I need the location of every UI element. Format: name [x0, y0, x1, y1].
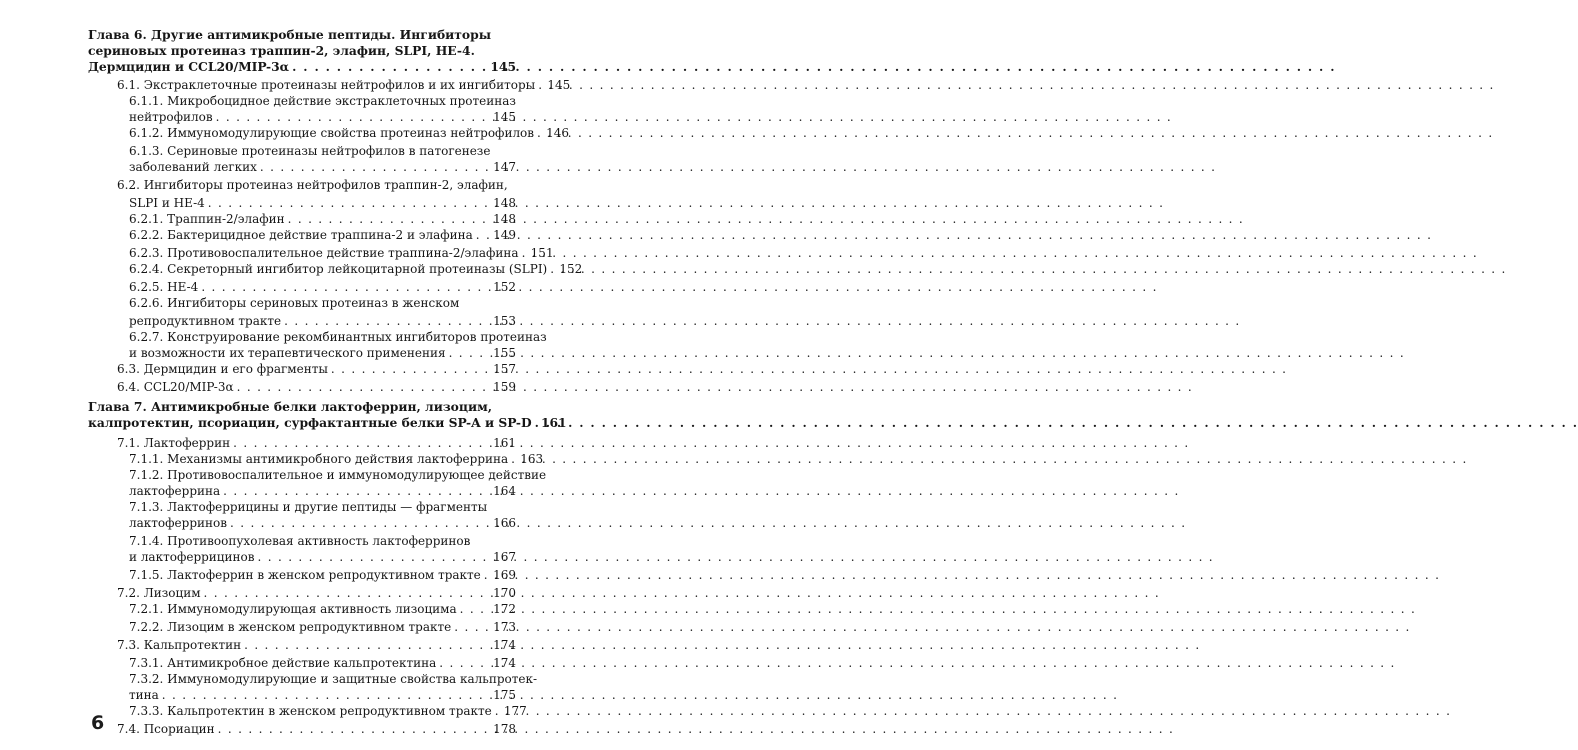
toc-subsection-line [129, 602, 516, 616]
toc-entry-title: 7.3.1. Антимикробное действие кальпротектина [129, 656, 437, 670]
toc-subsection-line [129, 672, 538, 686]
dot-leader [331, 362, 488, 376]
toc-subsection-line [129, 262, 583, 276]
toc-section-line [117, 380, 516, 394]
toc-entry-title: 6.2.5. HE-4 [129, 280, 199, 294]
toc-section-line [117, 722, 516, 736]
dot-leader [260, 160, 488, 174]
toc-entry-title: и возможности их терапевтического применения [129, 346, 446, 360]
toc-subsection-line [129, 550, 516, 564]
toc-section-line [117, 362, 516, 376]
dot-leader [237, 380, 488, 394]
toc-subsection-line [129, 228, 516, 242]
dot-leader [522, 246, 526, 260]
toc-page-number: 163 [520, 452, 544, 466]
dot-leader [284, 314, 488, 328]
dot-leader [454, 620, 488, 634]
toc-page-number: 153 [493, 314, 516, 328]
dot-leader [449, 346, 488, 360]
dot-leader [230, 516, 488, 530]
toc-subsection-line [129, 452, 544, 466]
toc-subsection-line [129, 500, 516, 514]
dot-leader [476, 228, 488, 242]
dot-leader [244, 638, 488, 652]
page-number: 6 [91, 712, 105, 734]
toc-page-number: 170 [493, 586, 516, 600]
toc-entry-title: 6.2.7. Конструирование рекомбинантных ингибиторов протеиназ [129, 330, 547, 344]
toc-subsection-line [129, 620, 516, 634]
toc-page-number: 161 [493, 436, 516, 450]
toc-entry-title: 6.3. Дермцидин и его фрагменты [117, 362, 328, 376]
toc-section-line [129, 196, 516, 210]
toc-page-number: 146 [546, 126, 570, 140]
toc-page-number: 161 [540, 415, 567, 430]
toc-page-number: 174 [493, 638, 516, 652]
toc-chapter-line [88, 28, 516, 42]
toc-entry-title: лактоферринов [129, 516, 227, 530]
dot-leader [218, 722, 488, 736]
toc-subsection-line [129, 246, 554, 260]
toc-entry-title: Глава 7. Антимикробные белки лактоферрин, лизоцим, [88, 399, 493, 414]
toc-subsection-line [129, 126, 570, 140]
toc-entry-title: 7.2.2. Лизоцим в женском репродуктивном тракте [129, 620, 452, 634]
dot-leader [550, 262, 554, 276]
toc-subsection-line [129, 94, 516, 108]
toc-subsection-line [129, 346, 516, 360]
toc-chapter-line [88, 415, 567, 430]
toc-entry-title: 6.2. Ингибиторы протеиназ нейтрофилов траппин-2, элафин, [117, 178, 508, 192]
toc-entry-title: Дермцидин и CCL20/MIP-3α [88, 59, 290, 74]
toc-entry-title: тина [129, 688, 159, 702]
toc-page-number: 173 [493, 620, 516, 634]
toc-page-number: 148 [493, 196, 516, 210]
toc-page-number: 166 [493, 516, 516, 530]
book-page [0, 0, 600, 750]
toc-entry-title: 6.4. CCL20/MIP-3α [117, 380, 234, 394]
toc-entry-title: 7.2.1. Иммуномодулирующая активность лизоцима [129, 602, 457, 616]
toc-page-number: 167 [493, 550, 516, 564]
toc-entry-title: 7.3.3. Кальпротектин в женском репродуктивном тракте [129, 704, 492, 718]
toc-entry-title: 7.1.3. Лактоферрицины и другие пептиды — фрагменты [129, 500, 488, 514]
dot-leader [258, 550, 488, 564]
toc-subsection-line [129, 330, 547, 344]
toc-page-number: 148 [493, 212, 516, 226]
toc-entry-title: Глава 6. Другие антимикробные пептиды. Ингибиторы [88, 27, 492, 42]
toc-subsection-line [129, 468, 547, 482]
toc-subsection-line [129, 534, 516, 548]
toc-subsection-line [129, 160, 516, 174]
dot-leader [204, 586, 488, 600]
toc-entry-title: репродуктивном тракте [129, 314, 282, 328]
toc-subsection-line [129, 280, 516, 294]
dot-leader [460, 602, 488, 616]
toc-chapter-line [88, 44, 516, 58]
toc-page-number: 157 [493, 362, 516, 376]
toc-section-line [117, 586, 516, 600]
toc-entry-title: 7.3. Кальпротектин [117, 638, 242, 652]
toc-entry-title: заболеваний легких [129, 160, 257, 174]
toc-page-number: 145 [490, 59, 516, 74]
toc-page-number: 164 [493, 484, 516, 498]
toc-page-number: 178 [493, 722, 516, 736]
dot-leader [535, 416, 539, 430]
toc-entry-title: 6.1. Экстраклеточные протеиназы нейтрофилов и их ингибиторы [117, 78, 536, 92]
toc-page-number: 169 [493, 568, 516, 582]
toc-subsection-line [129, 296, 516, 310]
toc-section-line [117, 178, 516, 192]
toc-section-line [117, 78, 571, 92]
toc-page-number: 147 [493, 160, 516, 174]
toc-entry-title: сериновых протеиназ траппин-2, элафин, SLPI, HE-4. [88, 43, 475, 58]
toc-entry-title: 6.1.3. Сериновые протеиназы нейтрофилов в патогенезе [129, 144, 491, 158]
toc-page-number: 151 [530, 246, 554, 260]
toc-entry-title: 6.1.2. Иммуномодулирующие свойства протеиназ нейтрофилов [129, 126, 535, 140]
dot-leader [495, 704, 499, 718]
toc-entry-title: 6.2.6. Ингибиторы сериновых протеиназ в женском [129, 296, 460, 310]
toc-subsection-line [129, 484, 516, 498]
toc-subsection-line [129, 314, 516, 328]
toc-page-number: 159 [493, 380, 516, 394]
dot-leader [223, 484, 488, 498]
toc-entry-title: калпротектин, псориацин, сурфактантные белки SP-A и SP-D [88, 415, 532, 430]
toc-subsection-line [129, 110, 516, 124]
toc-page-number: 174 [493, 656, 516, 670]
dot-leader [511, 452, 515, 466]
toc-subsection-line [129, 516, 516, 530]
toc-subsection-line [129, 688, 516, 702]
toc-page-number: 175 [493, 688, 516, 702]
toc-entry-title: лактоферрина [129, 484, 221, 498]
toc-chapter-line [88, 60, 516, 74]
dot-leader [201, 280, 488, 294]
toc-page-number: 152 [493, 280, 516, 294]
toc-entry-title: нейтрофилов [129, 110, 213, 124]
toc-entry-title: 6.2.1. Траппин-2/элафин [129, 212, 285, 226]
toc-subsection-line [129, 568, 516, 582]
dot-leader [292, 60, 488, 74]
toc-entry-title: 6.2.4. Секреторный ингибитор лейкоцитарной протеиназы (SLPI) [129, 262, 548, 276]
toc-entry-title: и лактоферрицинов [129, 550, 255, 564]
dot-leader [538, 78, 542, 92]
dot-leader [439, 656, 488, 670]
toc-entry-title: 7.1.2. Противовоспалительное и иммуномодулирующее действие [129, 468, 547, 482]
dot-leader [162, 688, 488, 702]
toc-section-line [117, 436, 516, 450]
toc-page-number: 145 [547, 78, 571, 92]
toc-entry-title: 7.1.5. Лактоферрин в женском репродуктивном тракте [129, 568, 481, 582]
toc-entry-title: 7.4. Псориацин [117, 722, 215, 736]
toc-chapter-line [88, 400, 516, 414]
toc-entry-title: 6.2.2. Бактерицидное действие траппина-2 и элафина [129, 228, 473, 242]
toc-entry-title: 7.1.1. Механизмы антимикробного действия лактоферрина [129, 452, 509, 466]
toc-subsection-line [129, 704, 527, 718]
toc-entry-title: SLPI и HE-4 [129, 196, 205, 210]
toc-page-number: 172 [493, 602, 516, 616]
toc-section-line [117, 638, 516, 652]
toc-subsection-line [129, 656, 516, 670]
toc-page-number: 145 [493, 110, 516, 124]
dot-leader [233, 436, 488, 450]
dot-leader [288, 212, 488, 226]
toc-entry-title: 6.1.1. Микробоцидное действие экстраклеточных протеиназ [129, 94, 516, 108]
toc-entry-title: 7.1.4. Противоопухолевая активность лактоферринов [129, 534, 471, 548]
dot-leader [216, 110, 488, 124]
dot-leader [537, 126, 541, 140]
toc-entry-title: 7.1. Лактоферрин [117, 436, 231, 450]
toc-page-number: 152 [559, 262, 583, 276]
toc-page-number: 149 [493, 228, 516, 242]
dot-leader [484, 568, 488, 582]
toc-page-number: 177 [503, 704, 527, 718]
toc-subsection-line [129, 144, 516, 158]
toc-entry-title: 6.2.3. Противовоспалительное действие траппина-2/элафина [129, 246, 519, 260]
toc-entry-title: 7.3.2. Иммуномодулирующие и защитные свойства кальпротек- [129, 672, 538, 686]
toc-subsection-line [129, 212, 516, 226]
toc-entry-title: 7.2. Лизоцим [117, 586, 201, 600]
toc-page-number: 155 [493, 346, 516, 360]
dot-leader [208, 196, 488, 210]
